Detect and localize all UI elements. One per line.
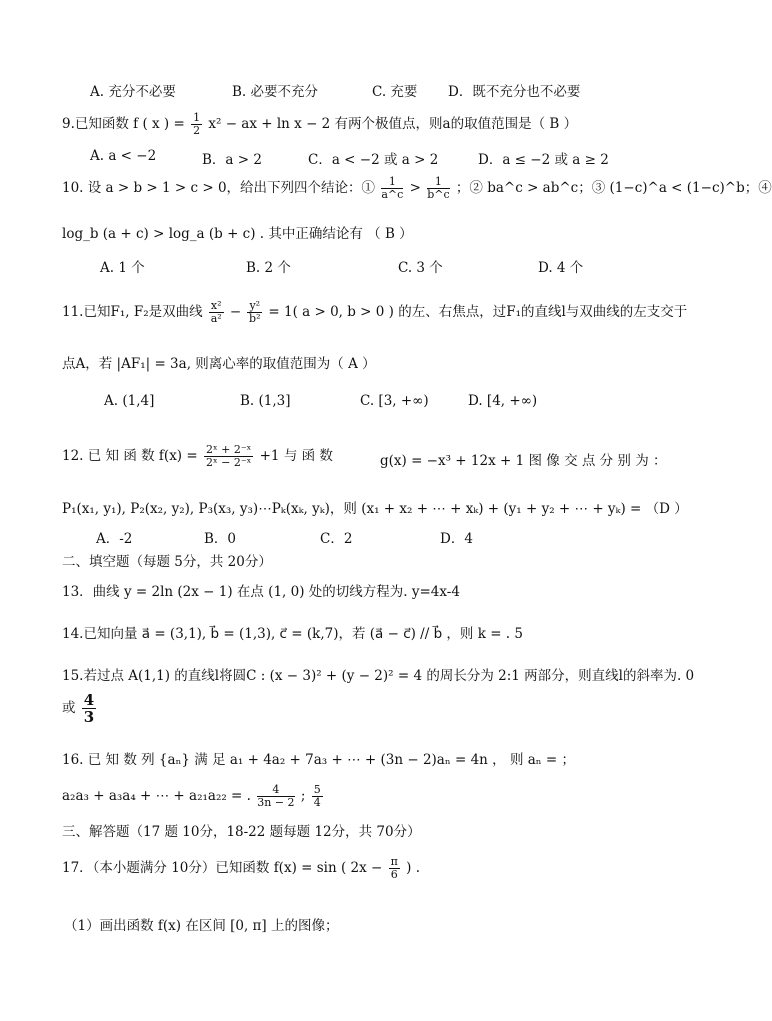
q10-line2: log_b (a + c) > log_a (b + c) . 其中正确结论有 （ B ） xyxy=(62,226,413,242)
q12-option-d: D．4 xyxy=(440,531,473,547)
q11-f2-den: b² xyxy=(249,312,261,325)
q8-option-d: D．既不充分也不必要 xyxy=(448,84,581,100)
q11-stem xyxy=(62,300,687,325)
q10-option-d: D. 4 个 xyxy=(538,260,584,276)
q16-line2-text: a₂a₃ + a₃a₄ + ⋯ + a₂₁a₂₂ = . xyxy=(62,788,251,804)
q15-line1: 15.若过点 A(1,1) 的直线l将圆C : (x − 3)² + (y − 2)² = 4 的周长分为 2:1 两部分，则直线l的斜率为. 0 xyxy=(62,668,695,684)
q12-option-a: A．-2 xyxy=(96,531,133,547)
q9-option-d: D．a ≤ −2 或 a ≥ 2 xyxy=(478,152,609,168)
q17-stem-b: ) . xyxy=(406,860,421,876)
q17-stem-a: 17．（本小题满分 10分）已知函数 f(x) = sin ( 2x − xyxy=(62,860,383,876)
q17-sub1: （1）画出函数 f(x) 在区间 [0, π] 上的图像； xyxy=(64,918,339,934)
q11-option-a: A. (1,4] xyxy=(104,393,155,409)
q14-line: 14.已知向量 a⃗ = (3,1), b⃗ = (1,3), c⃗ = (k,7)，若 (a⃗ − c⃗) // b⃗ ，则 k = . 5 xyxy=(62,626,523,642)
q10-gt: > xyxy=(409,180,421,196)
q17-f-den: 6 xyxy=(390,868,398,881)
q9-option-c: C．a < −2 或 a > 2 xyxy=(308,152,439,168)
q12-f-den: 2ˣ − 2⁻ˣ xyxy=(205,456,252,469)
q15-or: 或 xyxy=(62,700,76,716)
q9-stem xyxy=(62,112,577,137)
q12-line2: P₁(x₁, y₁), P₂(x₂, y₂), P₃(x₃, y₃)⋯Pₖ(xₖ, yₖ)，则 (x₁ + x₂ + ⋯ + xₖ) + (y₁ + y₂ + ⋯ + yₖ) = （D ） xyxy=(62,501,688,517)
q15-line2 xyxy=(62,692,98,725)
q11-line2: 点A，若 |AF₁| = 3a, 则离心率的取值范围为（ A ） xyxy=(62,356,376,372)
q8-option-a: A. 充分不必要 xyxy=(90,84,176,100)
q10-f1-num: 1 xyxy=(381,176,403,189)
q11-option-d: D. [4, +∞) xyxy=(468,393,538,409)
q17-f-num: π xyxy=(390,855,398,868)
q11-f1-den: a² xyxy=(210,312,222,325)
q10-f1-den: a^c xyxy=(381,188,404,201)
q10-fraction-2 xyxy=(427,176,449,201)
q17-stem xyxy=(62,856,420,881)
q16-sep: ; xyxy=(300,788,306,804)
q10-stem xyxy=(62,176,772,201)
q9-frac-den: 2 xyxy=(193,124,201,137)
q11-f2-num: y² xyxy=(249,299,261,312)
q16-f1-num: 4 xyxy=(257,784,294,797)
q9-stem-a: 9.已知函数 f ( x ) = xyxy=(62,116,185,132)
q12-fraction xyxy=(204,444,253,469)
q12-stem xyxy=(62,444,333,469)
q10-fraction-1 xyxy=(381,176,403,201)
q16-line2 xyxy=(62,784,325,809)
q16-f2-num: 5 xyxy=(313,783,321,796)
q10-f2-den: b^c xyxy=(427,188,450,201)
q16-fraction-2 xyxy=(312,784,323,809)
q8-option-b: B. 必要不充分 xyxy=(232,84,319,100)
q9-option-a: A. a < −2 xyxy=(90,148,157,164)
q16-line1: 16. 已 知 数 列 {aₙ} 满 足 a₁ + 4a₂ + 7a₃ + ⋯ + (3n − 2)aₙ = 4n ， 则 aₙ = ； xyxy=(62,752,576,768)
q17-fraction xyxy=(389,856,400,881)
q11-stem-b: = 1( a > 0, b > 0 ) 的左、右焦点，过F₁的直线l与双曲线的左支交于 xyxy=(268,304,688,320)
q9-frac-num: 1 xyxy=(193,111,201,124)
q12-stem-c: g(x) = −x³ + 12x + 1 图 像 交 点 分 别 为 ： xyxy=(380,453,667,469)
q8-option-c: C. 充要 xyxy=(372,84,418,100)
q10-stem-b: ；② ba^c > ab^c；③ (1−c)^a < (1−c)^b；④ xyxy=(455,180,772,196)
q9-stem-b: x² − ax + ln x − 2 有两个极值点，则a的取值范围是（ B ） xyxy=(208,116,578,132)
q11-fraction-1 xyxy=(209,300,224,325)
q13-line: 13．曲线 y = 2ln (2x − 1) 在点 (1, 0) 处的切线方程为. y=4x-4 xyxy=(62,584,460,600)
section-fill-in-heading: 二、填空题（每题 5分，共 20分） xyxy=(62,554,272,570)
q11-stem-a: 11.已知F₁, F₂是双曲线 xyxy=(62,304,203,320)
q11-f1-num: x² xyxy=(210,299,222,312)
section-solve-heading: 三、解答题（17 题 10分，18-22 题每题 12分，共 70分） xyxy=(62,824,421,840)
q10-option-b: B. 2 个 xyxy=(246,260,291,276)
q12-stem-a: 12. 已 知 函 数 f(x) = xyxy=(62,448,198,464)
q11-fraction-2 xyxy=(247,300,262,325)
q11-minus: − xyxy=(229,304,242,320)
q12-stem-b: +1 与 函 数 xyxy=(259,448,333,464)
q9-option-b: B．a > 2 xyxy=(202,152,262,168)
q12-f-num: 2ˣ + 2⁻ˣ xyxy=(205,443,252,456)
q12-option-c: C．2 xyxy=(320,531,353,547)
q11-option-b: B. (1,3] xyxy=(240,393,291,409)
q12-option-b: B．0 xyxy=(204,531,237,547)
q16-f2-den: 4 xyxy=(313,796,321,809)
q10-stem-a: 10. 设 a > b > 1 > c > 0，给出下列四个结论：① xyxy=(62,180,376,196)
q11-option-c: C. [3, +∞) xyxy=(360,393,429,409)
q15-fraction xyxy=(82,692,96,725)
q10-option-a: A. 1 个 xyxy=(100,260,145,276)
q15-f-num: 4 xyxy=(83,691,95,709)
q16-fraction-1 xyxy=(257,784,294,809)
q10-option-c: C. 3 个 xyxy=(398,260,443,276)
q16-f1-den: 3n − 2 xyxy=(257,796,295,809)
q10-f2-num: 1 xyxy=(427,176,449,189)
q15-f-den: 3 xyxy=(83,708,95,726)
q9-fraction xyxy=(191,112,202,137)
